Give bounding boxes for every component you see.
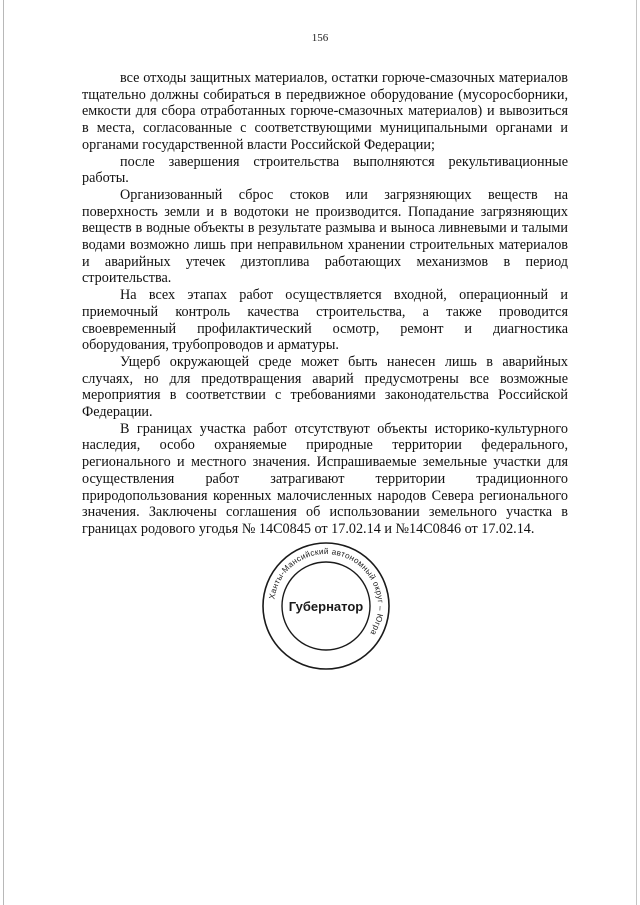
paragraph-waste-disposal: все отходы защитных материалов, остатки горюче-смазочных материалов тщательно должны собираться в передвижное оборудование (мусоросборники, емкости для сбора отработанных горюче-смазочных материалов) и вывозиться в места, согласованные с соответствующими муниципальными органами и органами государственной власти Российской Федерации; (82, 70, 568, 153)
governor-seal (258, 538, 394, 674)
scan-edge-right (636, 0, 637, 905)
seal-center-text: Губернатор (288, 599, 364, 614)
document-body (82, 70, 568, 538)
paragraph-recultivation: после завершения строительства выполняются рекультивационные работы. (82, 153, 568, 187)
seal-ring-text: Ханты-Мансийский автономный округ – Югра (267, 546, 386, 637)
paragraph-environmental-damage: Ущерб окружающей среде может быть нанесен лишь в аварийных случаях, но для предотвращения аварий предусмотрены все возможные мероприятия в соответствии с требованиями законодательства Российской Федерации. (82, 353, 568, 421)
paragraph-wastewater: Организованный сброс стоков или загрязняющих веществ на поверхность земли и в водотоки не производится. Попадание загрязняющих веществ в водные объекты в результате размыва и выноса ливневыми и талыми водами возможно лишь при неправильном хранении строительных материалов и аварийных утечек дизтоплива работающих механизмов в период строительства. (82, 186, 568, 287)
paragraph-quality-control: На всех этапах работ осуществляется входной, операционный и приемочный контроль качества строительства, а также проводится своевременный профилактический осмотр, ремонт и диагностика оборудования, трубопроводов и арматуры. (82, 287, 568, 354)
page-number: 156 (311, 32, 329, 44)
scan-edge-left (3, 0, 4, 905)
paragraph-land-use: В границах участка работ отсутствуют объекты историко-культурного наследия, особо охраняемые природные территории федерального, регионального и местного значения. Испрашиваемые земельные участки для осуществления работ затрагивают территории традиционного природопользования коренных малочисленных народов Севера регионального значения. Заключены соглашения об использовании земельного участка в границах родового угодья № 14С0845 от 17.02.14 и №14С0846 от 17.02.14. (82, 420, 568, 537)
